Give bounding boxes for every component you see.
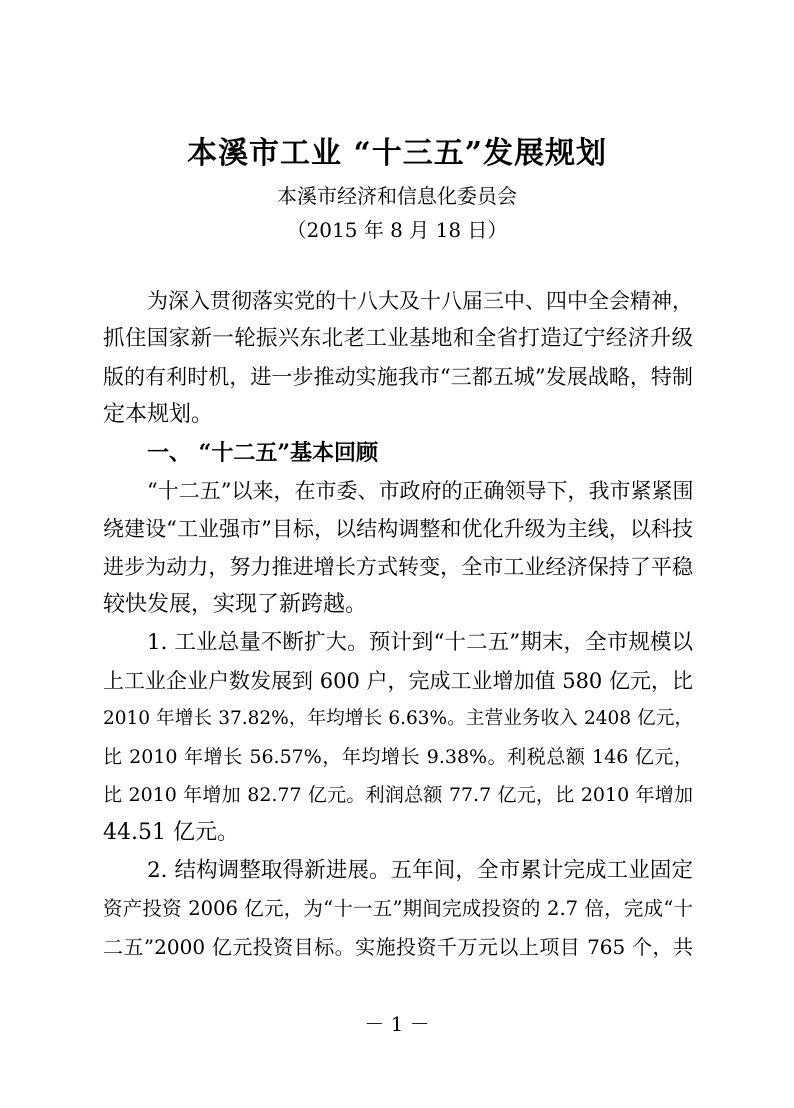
paragraph-line: 二五”2000 亿元投资目标。实施投资千万元以上项目 765 个，共 — [103, 935, 693, 959]
paragraph-line: 1. 工业总量不断扩大。预计到“十二五”期末，全市规模以 — [147, 630, 693, 655]
section-heading: 一、 “十二五”基本回顾 — [147, 440, 378, 466]
paragraph-line: 比 2010 年增长 56.57%，年均增长 9.38%。利税总额 146 亿元， — [103, 746, 693, 768]
paragraph-line: 2010 年增长 37.82%，年均增长 6.63%。主营业务收入 2408 亿元， — [103, 708, 693, 729]
document-date: （2015 年 8 月 18 日） — [286, 218, 508, 242]
paragraph-line: 绕建设“工业强市”目标，以结构调整和优化升级为主线，以科技 — [103, 517, 693, 541]
paragraph-line: 2. 结构调整取得新进展。五年间，全市累计完成工业固定 — [147, 858, 693, 883]
document-subtitle: 本溪市经济和信息化委员会 — [277, 184, 517, 208]
paragraph-line: 上工业企业户数发展到 600 户，完成工业增加值 580 亿元，比 — [103, 669, 693, 693]
paragraph-line: 版的有利时机，进一步推动实施我市“三都五城”发展战略，特制 — [103, 365, 693, 389]
paragraph-line: 较快发展，实现了新跨越。 — [103, 592, 368, 617]
paragraph-line: 进步为动力，努力推进增长方式转变，全市工业经济保持了平稳 — [103, 555, 693, 579]
paragraph-line: 资产投资 2006 亿元，为“十一五”期间完成投资的 2.7 倍，完成“十 — [103, 897, 693, 920]
paragraph-line: 比 2010 年增加 82.77 亿元。利润总额 77.7 亿元，比 2010 年增加 — [103, 784, 693, 806]
paragraph-line: 抓住国家新一轮振兴东北老工业基地和全省打造辽宁经济升级 — [103, 326, 693, 351]
paragraph-line: 为深入贯彻落实党的十八大及十八届三中、四中全会精神， — [147, 289, 693, 313]
paragraph-line: 44.51 亿元。 — [103, 820, 239, 845]
page-number: － 1 － — [364, 1012, 430, 1036]
paragraph-line: “十二五”以来，在市委、市政府的正确领导下，我市紧紧围 — [147, 479, 694, 503]
document-title: 本溪市工业 “十三五”发展规划 — [187, 136, 607, 171]
paragraph-line: 定本规划。 — [103, 402, 214, 427]
